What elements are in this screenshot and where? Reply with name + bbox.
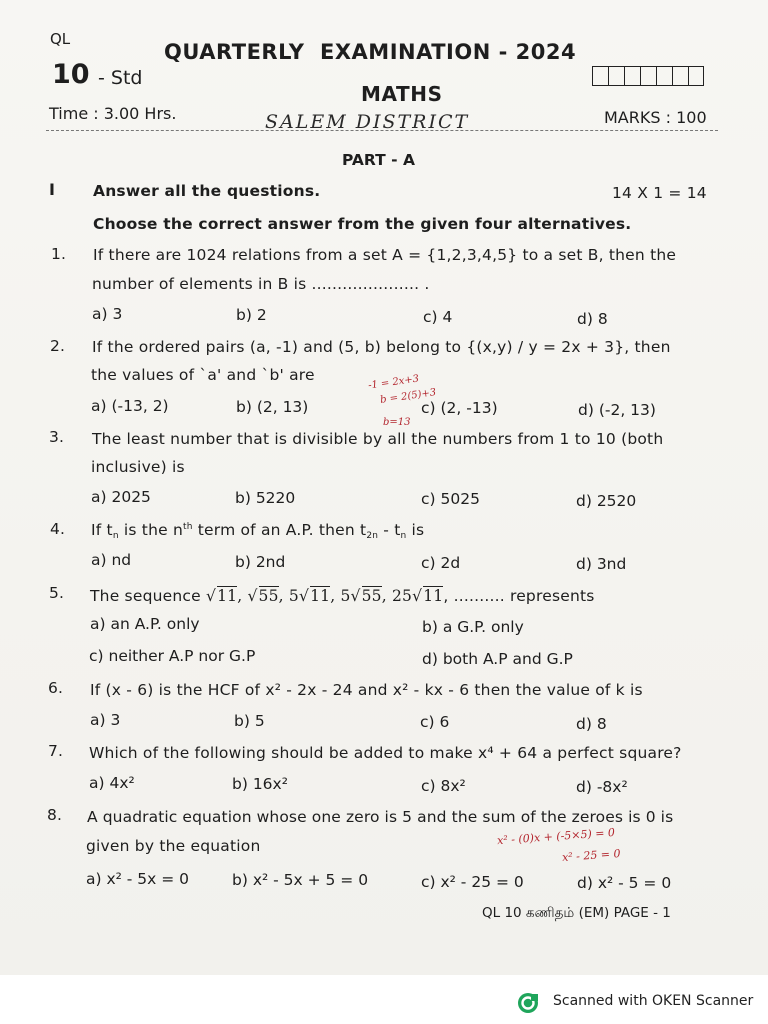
option-d: d) 8 — [577, 310, 608, 328]
option-c: c) 8x² — [421, 777, 466, 795]
option-b: b) a G.P. only — [422, 618, 524, 636]
option-a: a) an A.P. only — [90, 615, 200, 633]
option-a: a) 3 — [92, 305, 123, 323]
question-text: If (x - 6) is the HCF of x² - 2x - 24 and x² - kx - 6 then the value of k is — [90, 681, 643, 699]
option-c: c) 4 — [423, 308, 453, 326]
option-c: c) 2d — [421, 554, 461, 572]
question-number: 5. — [49, 584, 65, 602]
option-a: a) nd — [91, 551, 132, 569]
option-d: d) both A.P and G.P — [422, 650, 573, 668]
paper-code: QL — [50, 30, 71, 48]
question-number: 1. — [51, 245, 67, 263]
option-b: b) (2, 13) — [236, 398, 309, 416]
option-b: b) 2 — [236, 306, 267, 324]
option-b: b) x² - 5x + 5 = 0 — [232, 871, 369, 889]
handwritten-note: x² - 25 = 0 — [561, 846, 621, 865]
option-d: d) (-2, 13) — [578, 401, 656, 419]
option-b: b) 2nd — [235, 553, 286, 571]
section-score: 14 X 1 = 14 — [612, 184, 707, 202]
exam-title: QUARTERLY EXAMINATION - 2024 — [164, 40, 577, 64]
page-footer: QL 10 கணிதம் (EM) PAGE - 1 — [482, 905, 671, 921]
question-number: 8. — [47, 806, 63, 824]
std-number: 10 — [52, 59, 90, 90]
question-number: 6. — [48, 679, 64, 697]
option-d: d) 2520 — [576, 492, 637, 510]
option-a: a) (-13, 2) — [91, 397, 169, 415]
question-text: Which of the following should be added to make x⁴ + 64 a perfect square? — [89, 744, 682, 762]
option-d: d) 8 — [576, 715, 607, 733]
question-number: 7. — [48, 742, 64, 760]
section-instruction: Answer all the questions. — [93, 182, 321, 200]
handwritten-note: b = 2(5)+3 — [379, 387, 437, 406]
scanner-watermark-text: Scanned with OKEN Scanner — [553, 993, 754, 1009]
district-handwritten: SALEM DISTRICT — [265, 111, 470, 133]
question-text: The sequence √11, √55, 5√11, 5√55, 25√11, .......... represents — [90, 587, 595, 605]
question-text: If $t_n$ is the $n^{th}$ term of an A.P. then $t_{2n} - t_n$ is — [91, 521, 425, 541]
option-d: d) 3nd — [576, 555, 627, 573]
subject-title: MATHS — [361, 82, 443, 106]
scanner-logo-icon — [517, 992, 539, 1014]
part-heading: PART - A — [342, 151, 415, 169]
header-divider — [46, 130, 718, 131]
question-text-line2: number of elements in B is ..................... . — [92, 275, 430, 293]
question-text-line2: the values of `a' and `b' are — [91, 366, 315, 384]
handwritten-note: x² - (0)x + (-5×5) = 0 — [496, 825, 616, 848]
question-text: The least number that is divisible by all the numbers from 1 to 10 (both — [92, 430, 664, 448]
option-b: b) 5220 — [235, 489, 296, 507]
section-sub-instruction: Choose the correct answer from the given four alternatives. — [93, 215, 632, 233]
time-label: Time : 3.00 Hrs. — [49, 104, 177, 123]
option-c: c) neither A.P nor G.P — [89, 647, 256, 665]
option-c: c) x² - 25 = 0 — [421, 873, 524, 891]
option-c: c) 6 — [420, 713, 450, 731]
std-label: - Std — [98, 67, 143, 89]
question-number: 3. — [49, 428, 65, 446]
option-d: d) -8x² — [576, 778, 628, 796]
option-a: a) x² - 5x = 0 — [86, 870, 190, 888]
question-text: If there are 1024 relations from a set A = {1,2,3,4,5} to a set B, then the — [93, 246, 677, 264]
option-d: d) x² - 5 = 0 — [577, 874, 672, 892]
question-text: If the ordered pairs (a, -1) and (5, b) belong to {(x,y) / y = 2x + 3}, then — [92, 338, 671, 356]
section-roman: I — [49, 180, 55, 199]
option-a: a) 4x² — [89, 774, 135, 792]
marks-label: MARKS : 100 — [604, 108, 707, 127]
option-c: c) (2, -13) — [421, 399, 498, 417]
handwritten-note: b=13 — [383, 417, 411, 428]
roll-number-boxes — [592, 66, 704, 86]
option-a: a) 3 — [90, 711, 121, 729]
handwritten-note: -1 = 2x+3 — [367, 373, 420, 392]
question-text-line2: inclusive) is — [91, 458, 185, 476]
question-text: A quadratic equation whose one zero is 5 and the sum of the zeroes is 0 is — [87, 808, 674, 826]
question-text-line2: given by the equation — [86, 837, 261, 855]
question-number: 4. — [50, 520, 66, 538]
option-b: b) 5 — [234, 712, 265, 730]
option-b: b) 16x² — [232, 775, 288, 793]
option-a: a) 2025 — [91, 488, 151, 506]
option-c: c) 5025 — [421, 490, 480, 508]
question-number: 2. — [50, 337, 66, 355]
